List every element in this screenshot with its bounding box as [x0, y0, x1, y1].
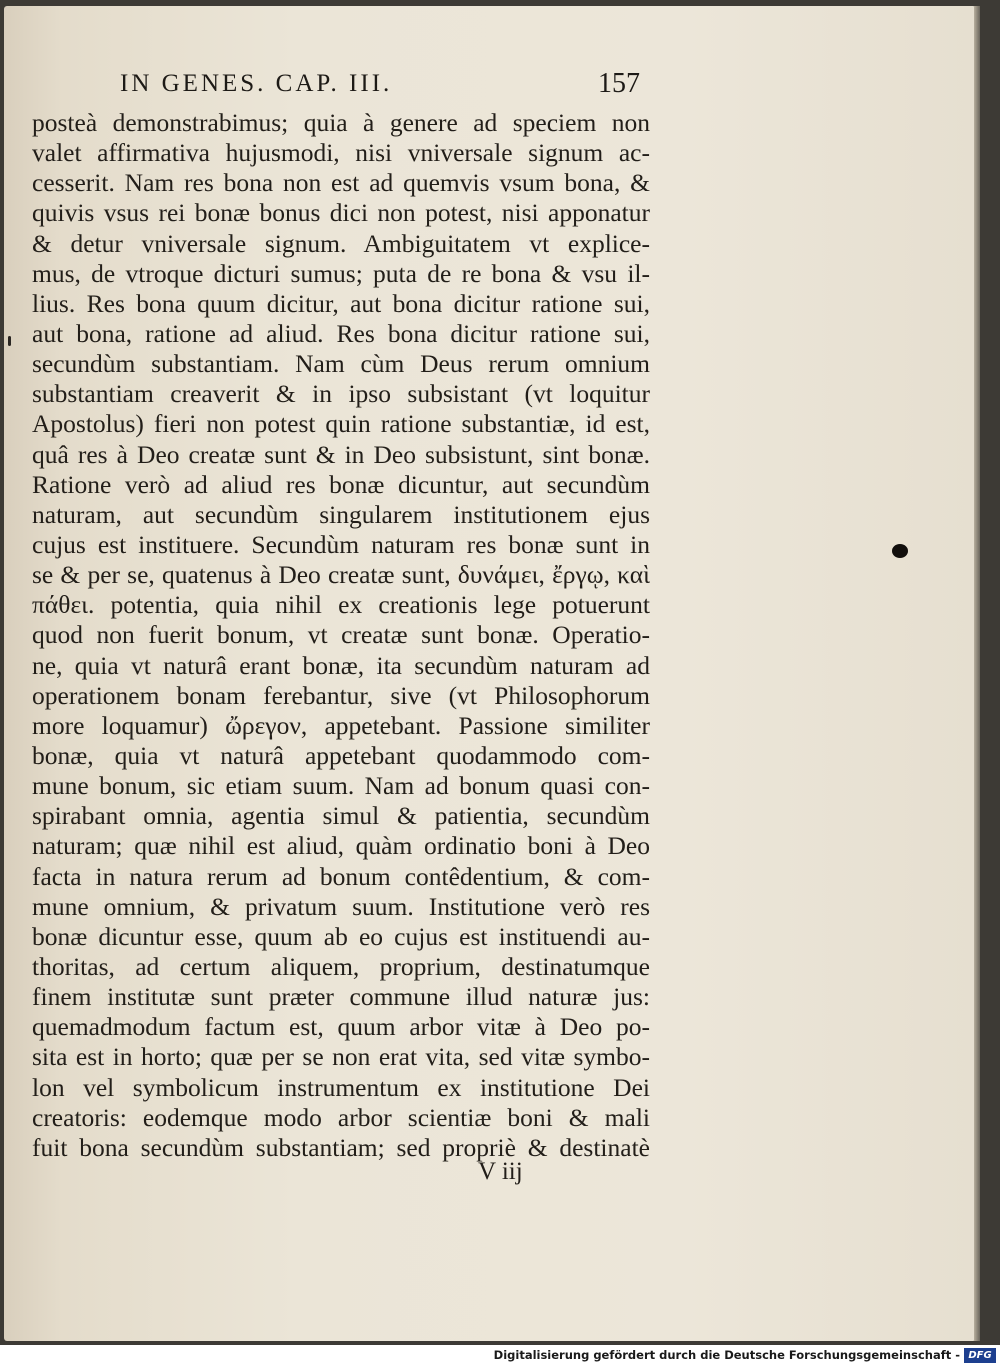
text-line: & detur vniversale signum. Ambiguitatem vt explice- [32, 228, 650, 258]
text-line: quod non fuerit bonum, vt creatæ sunt bonæ. Operatio- [32, 620, 650, 650]
text-line: secundùm substantiam. Nam cùm Deus rerum omnium [32, 349, 650, 379]
text-line: quemadmodum factum est, quum arbor vitæ à Deo po- [32, 1012, 650, 1042]
text-line: bonæ dicuntur esse, quum ab eo cujus est instituendi au- [32, 921, 650, 951]
text-line: aut bona, ratione ad aliud. Res bona dicitur ratione sui, [32, 318, 650, 348]
text-line: naturam; quæ nihil est aliud, quàm ordinatio boni à Deo [32, 831, 650, 861]
body-text [32, 108, 650, 1163]
text-line: Apostolus) fieri non potest quin ratione substantiæ, id est, [32, 409, 650, 439]
text-line: fuit bona secundùm substantiam; sed propriè & destinatè [32, 1132, 650, 1162]
text-line: ne, quia vt naturâ erant bonæ, ita secundùm naturam ad [32, 650, 650, 680]
text-line: mus, de vtroque dicturi sumus; puta de re bona & vsu il- [32, 258, 650, 288]
running-head [120, 68, 640, 102]
text-line: lius. Res bona quum dicitur, aut bona dicitur ratione sui, [32, 288, 650, 318]
dfg-logo: DFG [964, 1348, 996, 1363]
text-line: spirabant omnia, agentia simul & patientia, secundùm [32, 801, 650, 831]
text-line: operationem bonam ferebantur, sive (vt Philosophorum [32, 680, 650, 710]
funding-credit: Digitalisierung gefördert durch die Deutsche Forschungsgemeinschaft - [493, 1348, 960, 1362]
text-line: se & per se, quatenus à Deo creatæ sunt, δυνάμει, ἔργῳ, καὶ [32, 560, 650, 590]
text-line: cujus est instituere. Secundùm naturam res bonæ sunt in [32, 529, 650, 559]
text-line: thoritas, ad certum aliquem, proprium, destinatumque [32, 951, 650, 981]
text-line: posteà demonstrabimus; quia à genere ad speciem non [32, 108, 650, 137]
margin-ink-mark [8, 336, 11, 346]
page-number: 157 [598, 68, 640, 99]
text-line: sita est in horto; quæ per se non erat vita, sed vitæ symbo- [32, 1042, 650, 1072]
text-line: mune bonum, sic etiam suum. Nam ad bonum quasi con- [32, 771, 650, 801]
ink-blot [892, 544, 908, 558]
text-line: Ratione verò ad aliud res bonæ dicuntur, aut secundùm [32, 469, 650, 499]
text-line: quivis vsus rei bonæ bonus dici non potest, nisi apponatur [32, 198, 650, 228]
text-line: creatoris: eodemque modo arbor scientiæ boni & mali [32, 1102, 650, 1132]
signature-mark: V iij [478, 1158, 523, 1185]
text-line: bonæ, quia vt naturâ appetebant quodammodo com- [32, 740, 650, 770]
text-line: valet affirmativa hujusmodi, nisi vniversale signum ac- [32, 138, 650, 168]
footer-bar [0, 1345, 1000, 1366]
text-line: facta in natura rerum ad bonum contêdentium, & com- [32, 861, 650, 891]
text-line: finem institutæ sunt præter commune illud naturæ jus: [32, 982, 650, 1012]
text-line: lon vel symbolicum instrumentum ex institutione Dei [32, 1072, 650, 1102]
text-line: more loquamur) ὤρεγον, appetebant. Passione similiter [32, 710, 650, 740]
running-head-title: IN GENES. CAP. III. [120, 70, 393, 97]
text-line: mune omnium, & privatum suum. Institutione verò res [32, 891, 650, 921]
text-line: cesserit. Nam res bona non est ad quemvis vsum bona, & [32, 168, 650, 198]
text-line: quâ res à Deo creatæ sunt & in Deo subsistunt, sint bonæ. [32, 439, 650, 469]
text-line: πάθει. potentia, quia nihil ex creationis lege potuerunt [32, 590, 650, 620]
text-line: naturam, aut secundùm singularem institutionem ejus [32, 499, 650, 529]
text-line: substantiam creaverit & in ipso subsistant (vt loquitur [32, 379, 650, 409]
